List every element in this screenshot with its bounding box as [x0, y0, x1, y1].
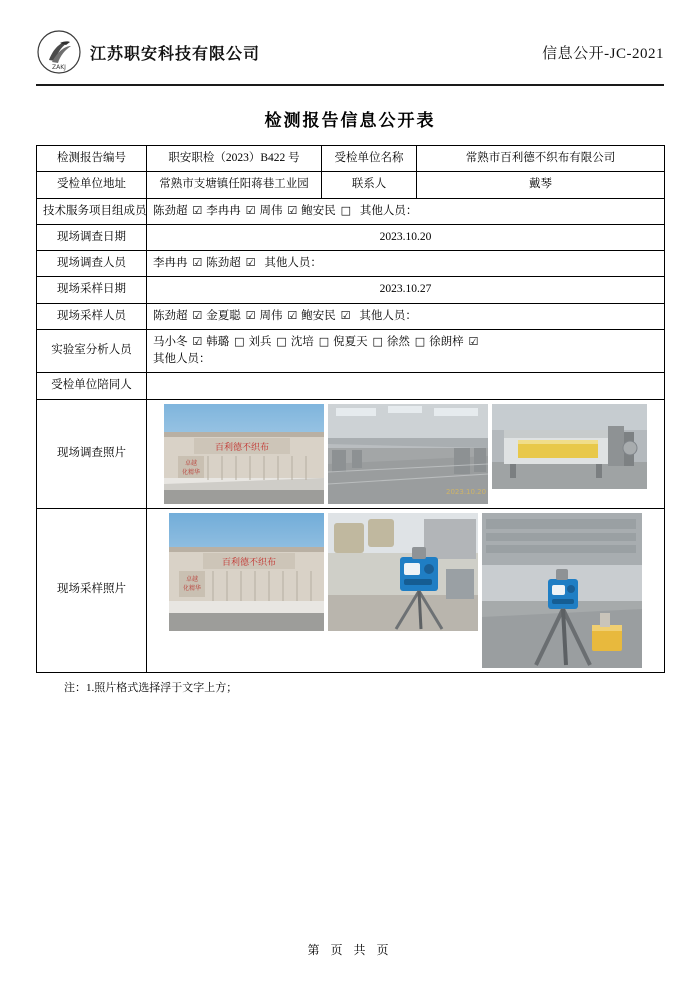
client-name-value: 常熟市百利德不织布有限公司	[417, 146, 665, 172]
table-row-survey-staff	[37, 251, 665, 277]
sampling-staff-2	[206, 308, 257, 325]
sampling-instrument-photo	[328, 513, 478, 631]
team-member-checkbox[interactable]: □	[340, 203, 352, 217]
sampling-staff-checkbox[interactable]: ☑	[287, 308, 298, 322]
lab-staff-1	[153, 334, 204, 351]
lab-staff-name: 徐然	[386, 335, 413, 348]
sampling-date-value: 2023.10.27	[147, 277, 665, 303]
team-member-name: 鲍安民	[301, 204, 339, 217]
company-name: 江苏职安科技有限公司	[90, 45, 261, 63]
table-row-survey-date	[37, 224, 665, 250]
client-name-label: 受检单位名称	[322, 146, 417, 172]
report-no-value: 职安职检（2023）B422 号	[147, 146, 322, 172]
lab-staff-6	[387, 334, 427, 351]
survey-staff-label: 现场调查人员	[37, 251, 147, 277]
table-row-sampling-photos	[37, 508, 665, 672]
sampling-staff-members	[147, 303, 665, 329]
team-member-name: 周伟	[259, 204, 286, 217]
sampling-photos-label: 现场采样照片	[37, 508, 147, 672]
team-member-checkbox[interactable]: ☑	[287, 203, 298, 217]
sampling-staff-name: 陈劲超	[153, 309, 191, 322]
lab-staff-2	[206, 334, 246, 351]
svg-text:化精华: 化精华	[181, 468, 201, 476]
header-left	[36, 29, 260, 75]
table-row-accompany	[37, 373, 665, 399]
contact-label: 联系人	[322, 172, 417, 198]
team-members	[147, 198, 665, 224]
page-header	[36, 26, 664, 86]
document-code: 信息公开-JC-2021	[542, 45, 664, 62]
factory-facade-photo	[164, 404, 324, 504]
survey-date-label: 现场调查日期	[37, 224, 147, 250]
accompany-value	[147, 373, 665, 399]
svg-text:百利德不织布: 百利德不织布	[221, 557, 277, 568]
team-member-1	[153, 203, 204, 220]
svg-text:卓越: 卓越	[184, 459, 198, 467]
table-row-sampling-staff	[37, 303, 665, 329]
sampling-staff-name: 周伟	[259, 309, 286, 322]
table-row-report-no	[37, 146, 665, 172]
lab-staff-name: 沈培	[290, 335, 317, 348]
sampling-staff-1	[153, 308, 204, 325]
production-line-photo	[492, 404, 647, 489]
table-row-team	[37, 198, 665, 224]
sampling-staff-name: 金夏聪	[206, 309, 244, 322]
sampling-staff-checkbox[interactable]: ☑	[340, 308, 351, 322]
lab-staff-name: 韩璐	[206, 335, 233, 348]
sampling-staff-other-label: 其他人员：	[359, 309, 417, 322]
survey-staff-checkbox[interactable]: ☑	[245, 256, 256, 269]
sampling-staff-name: 鲍安民	[301, 309, 339, 322]
team-member-4	[301, 203, 353, 220]
sampling-staff-3	[260, 308, 300, 325]
survey-staff-checkbox[interactable]: ☑	[192, 256, 203, 269]
factory-facade-sampling-photo	[169, 513, 324, 631]
client-addr-value: 常熟市支塘镇任阳蒋巷工业园	[147, 172, 322, 198]
workshop-interior-photo	[328, 404, 488, 504]
survey-photos-cell	[147, 399, 665, 508]
page-title: 检测报告信息公开表	[264, 111, 436, 130]
lab-staff-checkbox[interactable]: ☑	[192, 334, 203, 348]
survey-staff-members	[147, 251, 665, 277]
survey-staff-name: 陈劲超	[206, 257, 244, 269]
lab-staff-name: 倪夏天	[333, 335, 371, 348]
svg-text:ZAKJ: ZAKJ	[52, 64, 66, 71]
contact-value: 戴琴	[417, 172, 665, 198]
survey-staff-other-label: 其他人员：	[264, 257, 322, 269]
sampling-staff-checkbox[interactable]: ☑	[245, 308, 256, 322]
table-row-address	[37, 172, 665, 198]
team-member-checkbox[interactable]: ☑	[192, 203, 203, 217]
team-member-2	[206, 203, 257, 220]
report-no-label: 检测报告编号	[37, 146, 147, 172]
lab-staff-checkbox[interactable]: □	[234, 334, 245, 348]
table-row-survey-photos	[37, 399, 665, 508]
svg-text:2023.10.20: 2023.10.20	[446, 487, 487, 496]
svg-text:卓越: 卓越	[185, 575, 199, 583]
team-member-3	[260, 203, 300, 220]
lab-staff-7	[429, 334, 480, 351]
footnote: 注：1.照片格式选择浮于文字上方；	[64, 681, 238, 694]
team-other-label: 其他人员：	[359, 204, 418, 217]
lab-staff-checkbox[interactable]: □	[372, 334, 383, 348]
survey-date-value: 2023.10.20	[147, 224, 665, 250]
company-logo-icon	[36, 29, 82, 75]
lab-staff-checkbox[interactable]: ☑	[468, 334, 479, 348]
survey-staff-2	[206, 255, 257, 272]
sampling-photos-cell	[147, 508, 665, 672]
lab-staff-name: 马小冬	[153, 335, 191, 348]
sampling-date-label: 现场采样日期	[37, 277, 147, 303]
sampling-staff-4	[301, 308, 352, 325]
client-addr-label: 受检单位地址	[37, 172, 147, 198]
table-row-sampling-date	[37, 277, 665, 303]
lab-staff-checkbox[interactable]: □	[276, 334, 287, 348]
lab-staff-checkbox[interactable]: □	[414, 334, 426, 348]
lab-staff-5	[333, 334, 385, 351]
survey-photo-group	[153, 404, 658, 504]
survey-staff-name: 李冉冉	[153, 257, 191, 269]
sampling-staff-checkbox[interactable]: ☑	[192, 308, 203, 322]
team-member-checkbox[interactable]: ☑	[245, 203, 256, 217]
accompany-label: 受检单位陪同人	[37, 373, 147, 399]
survey-photos-label: 现场调查照片	[37, 399, 147, 508]
team-member-name: 陈劲超	[153, 204, 191, 217]
lab-staff-3	[249, 334, 289, 351]
survey-staff-1	[153, 255, 204, 272]
team-label: 技术服务项目组成员	[37, 198, 147, 224]
page-number-footer: 第 页 共 页	[307, 943, 393, 957]
svg-text:百利德不织布: 百利德不织布	[214, 442, 270, 453]
lab-staff-4	[291, 334, 331, 351]
lab-staff-name: 刘兵	[248, 335, 275, 348]
lab-staff-members	[147, 329, 665, 373]
sampling-photo-group	[153, 513, 658, 668]
sampling-tripod-photo	[482, 513, 642, 668]
lab-staff-name: 徐朗梓	[429, 335, 467, 348]
sampling-staff-label: 现场采样人员	[37, 303, 147, 329]
team-member-name: 李冉冉	[206, 204, 244, 217]
table-row-lab-staff	[37, 329, 665, 373]
lab-staff-label: 实验室分析人员	[37, 329, 147, 373]
svg-text:化精华: 化精华	[182, 584, 202, 592]
lab-staff-other-label: 其他人员：	[153, 353, 211, 365]
lab-staff-checkbox[interactable]: □	[318, 334, 330, 348]
info-table	[36, 145, 665, 673]
